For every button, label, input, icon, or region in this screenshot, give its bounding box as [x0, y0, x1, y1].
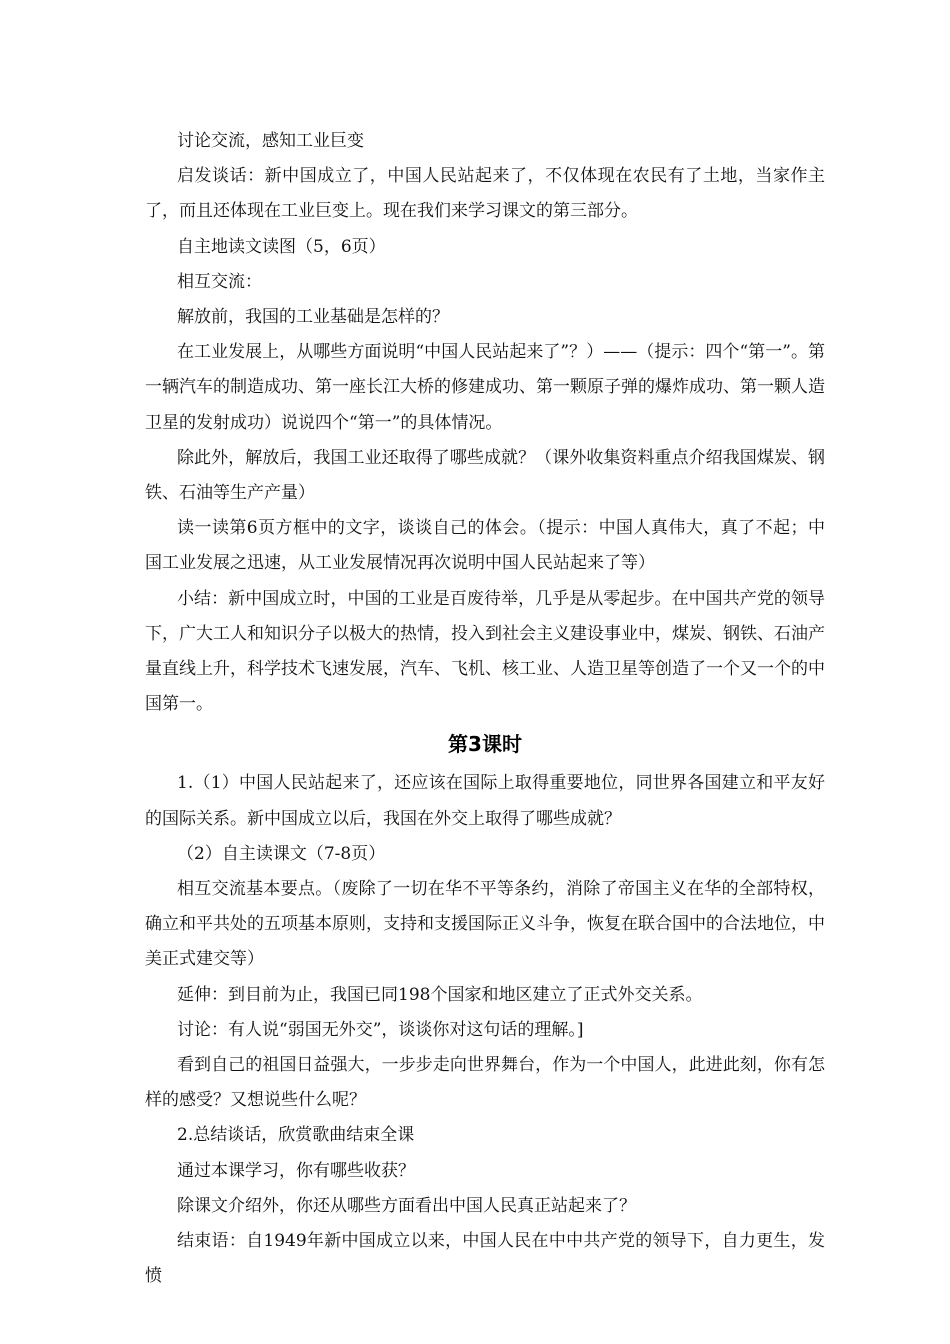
discussion-paragraph: 讨论：有人说“弱国无外交”，谈谈你对这句话的理解。] — [177, 1019, 584, 1040]
read-box-paragraph: 读一读第6页方框中的文字，谈谈自己的体会。（提示：中国人真伟大，真了不起；中国工业发展之迅速，从工业发展情况再次说明中国人民站起来了等） — [145, 518, 825, 574]
lesson-3-title: 第3课时 — [448, 732, 522, 757]
self-reading-instruction: 自主地读文读图（5，6页） — [177, 236, 386, 257]
opening-talk-paragraph: 启发谈话：新中国成立了，中国人民站起来了，不仅体现在农民有了土地，当家作主了，而且还体现在工业巨变上。现在我们来学习课文的第三部分。 — [145, 166, 825, 222]
discussion-heading: 讨论交流，感知工业巨变 — [177, 131, 364, 151]
other-achievements-paragraph: 除此外，解放后，我国工业还取得了哪些成就？（课外收集资料重点介绍我国煤炭、钢铁、石油等生产产量） — [145, 447, 825, 504]
key-points-paragraph: 相互交流基本要点。（废除了一切在华不平等条约，消除了帝国主义在华的全部特权，确立和平共处的五项基本原则，支持和支援国际正义斗争，恢复在联合国中的合法地位，中美正式建交等） — [145, 879, 825, 970]
other-aspects-question: 除课文介绍外，你还从哪些方面看出中国人民真正站起来了？ — [177, 1195, 636, 1216]
extension-paragraph: 延伸：到目前为止，我国已同198个国家和地区建立了正式外交关系。 — [177, 984, 703, 1005]
self-read-text-instruction: （2）自主读课文（7-8页） — [177, 843, 386, 864]
mutual-exchange-label: 相互交流： — [177, 271, 262, 292]
diplomacy-question-paragraph: 1.（1）中国人民站起来了，还应该在国际上取得重要地位，同世界各国建立和平友好的国际关系。新中国成立以后，我国在外交上取得了哪些成就？ — [145, 773, 825, 829]
document-body — [145, 124, 825, 1295]
gains-question: 通过本课学习，你有哪些收获？ — [177, 1160, 415, 1181]
feelings-paragraph: 看到自己的祖国日益强大，一步步走向世界舞台，作为一个中国人，此进此刻，你有怎样的感受？又想说些什么呢？ — [145, 1055, 825, 1111]
question-industrial-base: 解放前，我国的工业基础是怎样的？ — [177, 307, 449, 328]
closing-remarks-paragraph: 结束语：自1949年新中国成立以来，中国人民在中中共产党的领导下，自力更生，发愤 — [145, 1231, 825, 1287]
four-firsts-paragraph: 在工业发展上，从哪些方面说明“中国人民站起来了”？）——（提示：四个“第一”。第一辆汽车的制造成功、第一座长江大桥的修建成功、第一颗原子弹的爆炸成功、第一颗人造卫星的发射成功）说说四个“第一”的具体情况。 — [145, 342, 825, 433]
summary-paragraph: 小结：新中国成立时，中国的工业是百废待举，几乎是从零起步。在中国共产党的领导下，广大工人和知识分子以极大的热情，投入到社会主义建设事业中，煤炭、钢铁、石油产量直线上升，科学技术飞速发展，汽车、飞机、核工业、人造卫星等创造了一个又一个的中国第一。 — [145, 588, 825, 715]
summary-talk-heading: 2.总结谈话，欣赏歌曲结束全课 — [177, 1125, 415, 1146]
